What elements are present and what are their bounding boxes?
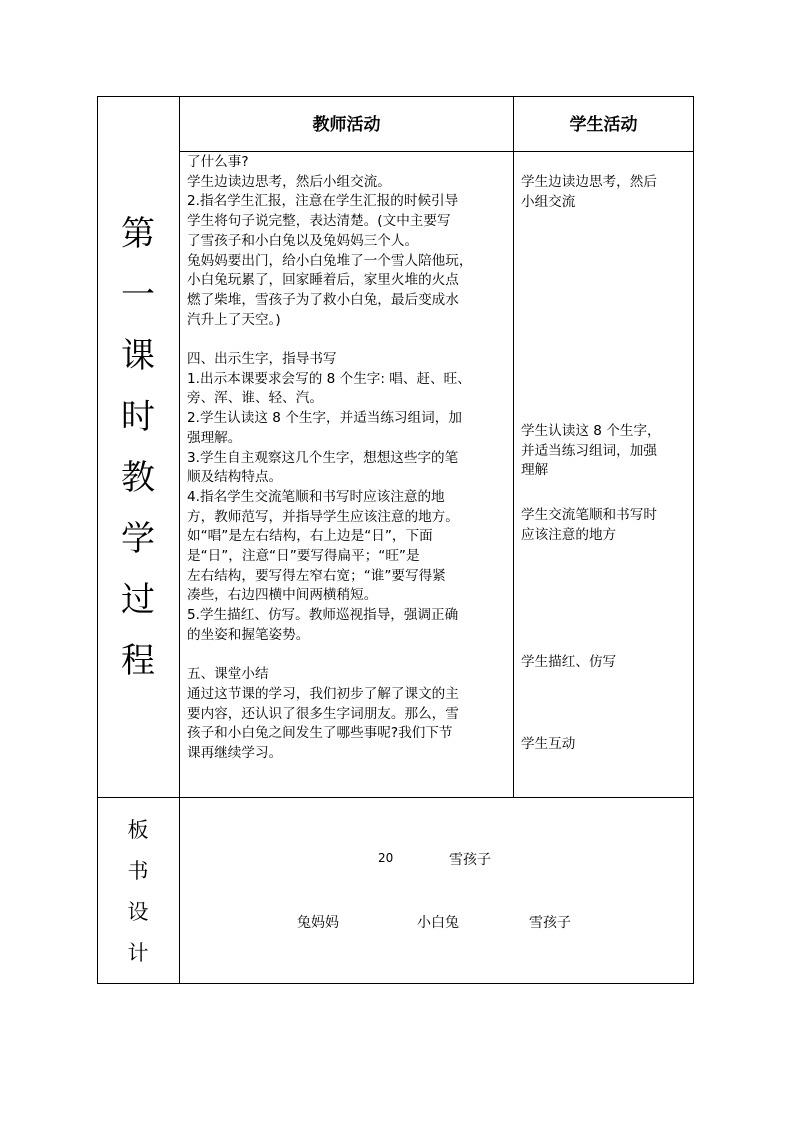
board-item: 兔妈妈 <box>297 915 339 931</box>
board-design-label <box>97 810 179 974</box>
teacher-line: 旁、浑、谁、轻、汽。 <box>187 390 323 407</box>
student-activity-block <box>521 173 689 212</box>
student-activity-block <box>521 506 689 545</box>
teacher-line: 学生将句子说完整，表达清楚。(文中主要写 <box>187 213 451 230</box>
student-activity-block <box>521 653 689 673</box>
student-line: 学生边读边思考，然后 <box>521 174 657 190</box>
teacher-line-blank <box>187 330 513 350</box>
section-label-char: 程 <box>121 641 155 681</box>
section-label <box>97 204 179 692</box>
teacher-line: 孩子和小白兔之间发生了哪些事呢?我们下节 <box>187 725 453 742</box>
student-activity-block <box>521 735 689 755</box>
teacher-line: 的坐姿和握笔姿势。 <box>187 626 310 643</box>
student-line: 应该注意的地方 <box>521 526 617 543</box>
board-label-char: 书 <box>127 859 149 883</box>
section-label-char: 过 <box>121 580 155 620</box>
student-line: 学生交流笔顺和书写时 <box>521 507 657 523</box>
teacher-line: 是“日”，注意“日”要写得扁平；“旺”是 <box>187 548 420 565</box>
student-activity-header: 学生活动 <box>569 115 638 135</box>
section-label-char: 时 <box>121 397 155 437</box>
teacher-line: 燃了柴堆，雪孩子为了救小白兔，最后变成水 <box>187 291 459 308</box>
teacher-line: 小白兔玩累了，回家睡着后，家里火堆的火点 <box>187 272 459 289</box>
teacher-line: 左右结构，要写得左窄右宽；“谁”要写得紧 <box>187 567 446 584</box>
teacher-line: 了什么事? <box>187 154 249 170</box>
teacher-line: 2.指名学生汇报，注意在学生汇报的时候引导 <box>187 193 459 210</box>
table-border-right <box>693 96 694 984</box>
section-divider <box>97 797 694 798</box>
student-line: 学生认读这 8 个生字， <box>521 423 661 439</box>
board-lesson-number: 20 <box>378 851 394 865</box>
teacher-line: 汽升上了天空。) <box>187 311 281 328</box>
teacher-activity-header: 教师活动 <box>312 115 381 135</box>
teacher-line: 如“唱”是左右结构，右上边是“日”，下面 <box>187 528 433 545</box>
activity-column-divider <box>513 96 514 798</box>
board-label-char: 板 <box>127 818 149 842</box>
section-label-char: 第 <box>121 214 155 254</box>
teacher-line: 1.出示本课要求会写的 8 个生字: 唱、赶、旺、 <box>187 370 471 387</box>
teacher-line: 课再继续学习。 <box>187 745 283 762</box>
section-label-char: 学 <box>121 519 155 559</box>
student-line: 学生互动 <box>521 736 576 752</box>
teacher-line: 方，教师范写，并指导学生应该注意的地方。 <box>187 508 459 525</box>
board-item: 小白兔 <box>417 915 459 931</box>
board-label-char: 设 <box>127 900 149 924</box>
section-label-char: 一 <box>121 275 155 315</box>
student-line: 理解 <box>521 462 549 479</box>
teacher-line: 了雪孩子和小白兔以及兔妈妈三个人。 <box>187 232 419 249</box>
student-line: 学生描红、仿写 <box>521 654 617 670</box>
teacher-line: 兔妈妈要出门，给小白兔堆了一个雪人陪他玩， <box>187 252 473 269</box>
teacher-line: 2.学生认读这 8 个生字，并适当练习组词，加 <box>187 410 462 427</box>
teacher-line: 4.指名学生交流笔顺和书写时应该注意的地 <box>187 488 445 505</box>
section-label-char: 教 <box>121 458 155 498</box>
teacher-line: 凑些，右边四横中间两横稍短。 <box>187 587 378 604</box>
teacher-line: 3.学生自主观察这几个生字，想想这些字的笔 <box>187 449 459 466</box>
board-title: 雪孩子 <box>449 852 491 868</box>
student-line: 并适当练习组词，加强 <box>521 442 657 459</box>
teacher-activity-text <box>187 153 513 764</box>
teacher-line: 通过这节课的学习，我们初步了解了课文的主 <box>187 685 459 702</box>
teacher-line: 5.学生描红、仿写。教师巡视指导，强调正确 <box>187 607 459 624</box>
student-line: 小组交流 <box>521 193 576 210</box>
label-column-divider <box>179 96 180 984</box>
student-activity-block <box>521 422 689 481</box>
teacher-line: 五、课堂小结 <box>187 666 269 683</box>
board-label-char: 计 <box>127 941 149 965</box>
teacher-line-blank <box>187 646 513 666</box>
lesson-table <box>97 96 694 984</box>
teacher-line: 四、出示生字，指导书写 <box>187 351 337 368</box>
section-label-char: 课 <box>121 336 155 376</box>
board-item: 雪孩子 <box>529 915 571 931</box>
table-border-bottom <box>97 983 694 984</box>
teacher-line: 要内容，还认识了很多生字词朋友。那么，雪 <box>187 705 459 722</box>
teacher-line: 学生边读边思考，然后小组交流。 <box>187 173 391 190</box>
teacher-line: 强理解。 <box>187 429 242 446</box>
teacher-line: 顺及结构特点。 <box>187 469 283 486</box>
